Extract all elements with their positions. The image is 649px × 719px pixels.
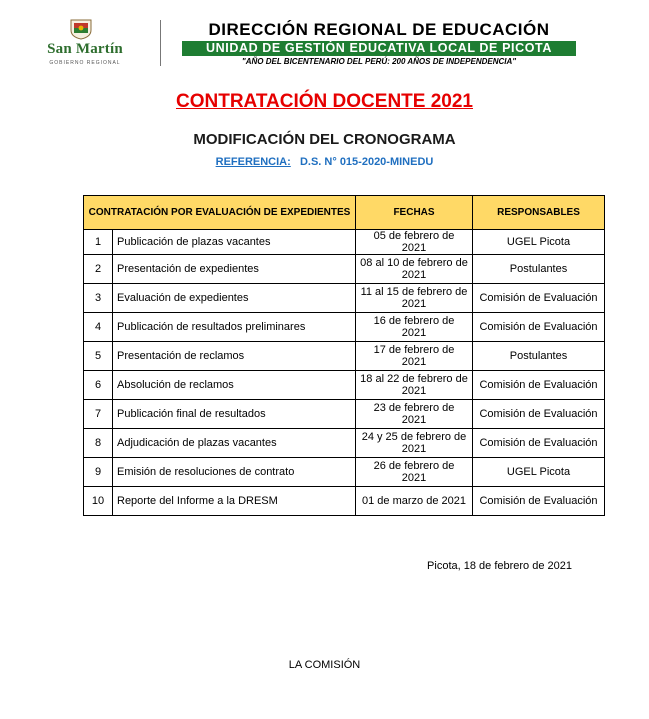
header-line-1: DIRECCIÓN REGIONAL DE EDUCACIÓN [208, 20, 550, 39]
document-title: CONTRATACIÓN DOCENTE 2021 [176, 91, 473, 112]
row-number: 8 [84, 429, 113, 458]
row-date: 24 y 25 de febrero de 2021 [356, 429, 473, 458]
row-activity: Publicación de resultados preliminares [113, 313, 356, 342]
header-dates: FECHAS [356, 196, 473, 230]
row-number: 6 [84, 371, 113, 400]
row-number: 1 [84, 230, 113, 255]
header-activity: CONTRATACIÓN POR EVALUACIÓN DE EXPEDIENTES [84, 196, 356, 230]
table-row [84, 342, 605, 371]
row-responsible: Postulantes [473, 342, 605, 371]
document-subtitle: MODIFICACIÓN DEL CRONOGRAMA [193, 131, 456, 148]
table-row [84, 429, 605, 458]
table-row [84, 313, 605, 342]
row-responsible: Comisión de Evaluación [473, 429, 605, 458]
reference-line [0, 156, 649, 168]
table-row [84, 230, 605, 255]
row-activity: Reporte del Informe a la DRESM [113, 487, 356, 516]
table-row [84, 284, 605, 313]
row-activity: Adjudicación de plazas vacantes [113, 429, 356, 458]
signature-line: LA COMISIÓN [288, 659, 361, 671]
row-activity: Absolución de reclamos [113, 371, 356, 400]
row-activity: Presentación de reclamos [113, 342, 356, 371]
row-responsible: Comisión de Evaluación [473, 313, 605, 342]
row-date: 08 al 10 de febrero de 2021 [356, 255, 473, 284]
row-date: 01 de marzo de 2021 [356, 487, 473, 516]
row-responsible: Comisión de Evaluación [473, 400, 605, 429]
row-activity: Publicación final de resultados [113, 400, 356, 429]
row-date: 05 de febrero de 2021 [356, 230, 473, 255]
san-martin-logo [30, 16, 140, 70]
row-number: 2 [84, 255, 113, 284]
row-date: 11 al 15 de febrero de 2021 [356, 284, 473, 313]
table-row [84, 458, 605, 487]
row-activity: Emisión de resoluciones de contrato [113, 458, 356, 487]
row-date: 17 de febrero de 2021 [356, 342, 473, 371]
row-date: 23 de febrero de 2021 [356, 400, 473, 429]
regional-crest-icon [68, 18, 94, 40]
schedule-table [83, 195, 605, 516]
row-number: 5 [84, 342, 113, 371]
row-date: 18 al 22 de febrero de 2021 [356, 371, 473, 400]
table-header-row [84, 196, 605, 230]
header-responsibles: RESPONSABLES [473, 196, 605, 230]
row-responsible: Comisión de Evaluación [473, 487, 605, 516]
header-divider [160, 20, 161, 66]
row-responsible: Comisión de Evaluación [473, 284, 605, 313]
row-responsible: Comisión de Evaluación [473, 371, 605, 400]
row-date: 26 de febrero de 2021 [356, 458, 473, 487]
reference-label: REFERENCIA: [215, 156, 291, 168]
place-date: Picota, 18 de febrero de 2021 [427, 560, 572, 572]
header-line-2: UNIDAD DE GESTIÓN EDUCATIVA LOCAL DE PICOTA [182, 41, 576, 56]
table-row [84, 371, 605, 400]
reference-value: D.S. N° 015-2020-MINEDU [299, 156, 434, 168]
header-line-3: "AÑO DEL BICENTENARIO DEL PERÚ: 200 AÑOS DE INDEPENDENCIA" [241, 57, 517, 66]
row-number: 4 [84, 313, 113, 342]
row-number: 3 [84, 284, 113, 313]
table-row [84, 400, 605, 429]
logo-subtext: GOBIERNO REGIONAL [49, 60, 121, 66]
logo-brand-text: San Martín [47, 41, 123, 57]
row-number: 10 [84, 487, 113, 516]
table-row [84, 487, 605, 516]
row-date: 16 de febrero de 2021 [356, 313, 473, 342]
row-responsible: UGEL Picota [473, 230, 605, 255]
row-activity: Presentación de expedientes [113, 255, 356, 284]
table-row [84, 255, 605, 284]
row-activity: Publicación de plazas vacantes [113, 230, 356, 255]
row-activity: Evaluación de expedientes [113, 284, 356, 313]
row-number: 7 [84, 400, 113, 429]
row-responsible: UGEL Picota [473, 458, 605, 487]
row-responsible: Postulantes [473, 255, 605, 284]
row-number: 9 [84, 458, 113, 487]
